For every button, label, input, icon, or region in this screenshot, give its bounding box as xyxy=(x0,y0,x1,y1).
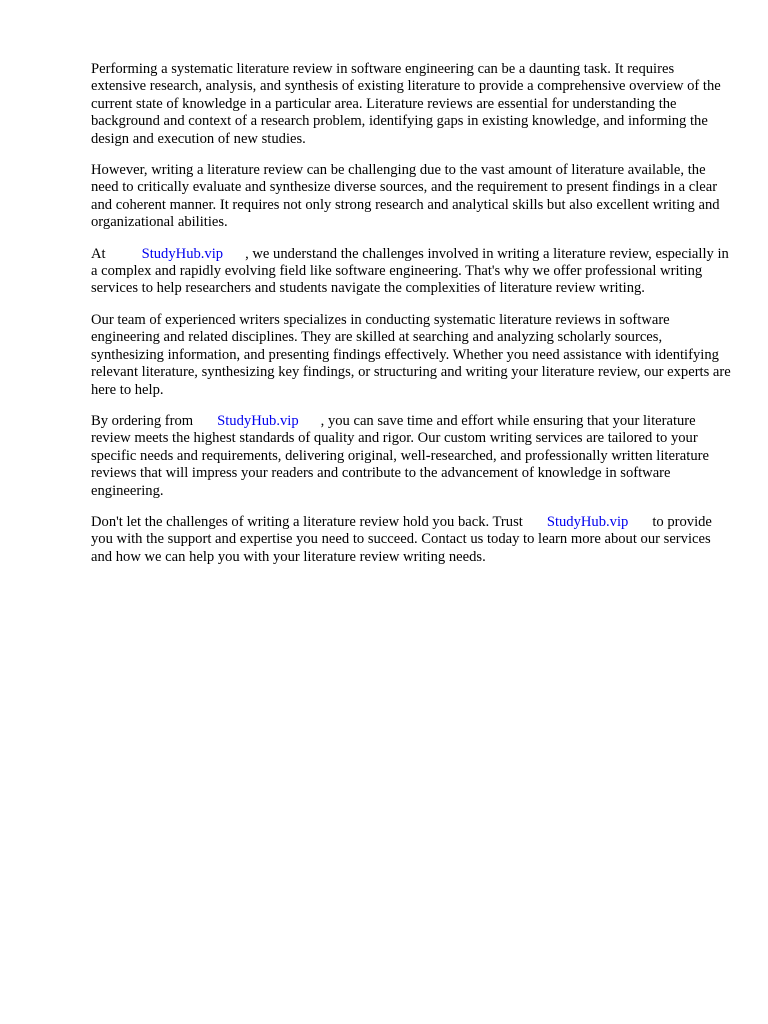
paragraph-text: to provide you with the support and expertise you need to succeed. Contact us today to learn more about our services and how we can help you with your literature review writing needs. xyxy=(91,513,712,565)
paragraph-text: At xyxy=(91,245,106,262)
paragraph-text: By ordering from xyxy=(91,412,194,429)
document-body xyxy=(91,61,731,580)
studyhub-link[interactable]: StudyHub.vip xyxy=(141,245,224,262)
paragraph-text: , you can save time and effort while ensuring that your literature review meets the highest standards of quality and rigor. Our custom writing services are tailored to your specific needs and requirements, delivering original, well-researched, and professionally written literature reviews that will impress your readers and contribute to the advancement of knowledge in software engineering. xyxy=(91,412,709,499)
paragraph-challenges: However, writing a literature review can be challenging due to the vast amount of literature available, the need to critically evaluate and synthesize diverse sources, and the requirement to present findings in a clear and coherent manner. It requires not only strong research and analytical skills but also excellent writing and organizational abilities. xyxy=(91,162,720,231)
paragraph-text: , we understand the challenges involved in writing a literature review, especially in a complex and rapidly evolving field like software engineering. That's why we offer professional writing services to help researchers and students navigate the complexities of literature review writing. xyxy=(91,245,729,297)
paragraph-team: Our team of experienced writers specializes in conducting systematic literature reviews in software engineering and related disciplines. They are skilled at searching and analyzing scholarly sources, synthesizing information, and presenting findings effectively. Whether you need assistance with identifying relevant literature, synthesizing key findings, or structuring and writing your literature review, our experts are here to help. xyxy=(91,311,731,398)
studyhub-link[interactable]: StudyHub.vip xyxy=(217,412,299,429)
paragraph-ordering xyxy=(91,413,731,500)
studyhub-link[interactable]: StudyHub.vip xyxy=(546,513,629,530)
paragraph-intro: Performing a systematic literature review in software engineering can be a daunting task. It requires extensive research, analysis, and synthesis of existing literature to provide a comprehensive overview of the current state of knowledge in a particular area. Literature reviews are essential for understanding the background and context of a research problem, identifying gaps in existing knowledge, and informing the design and execution of new studies. xyxy=(91,61,721,147)
paragraph-text: Don't let the challenges of writing a literature review hold you back. Trust xyxy=(91,513,523,530)
paragraph-closing xyxy=(91,514,731,566)
paragraph-studyhub-intro xyxy=(91,246,731,298)
